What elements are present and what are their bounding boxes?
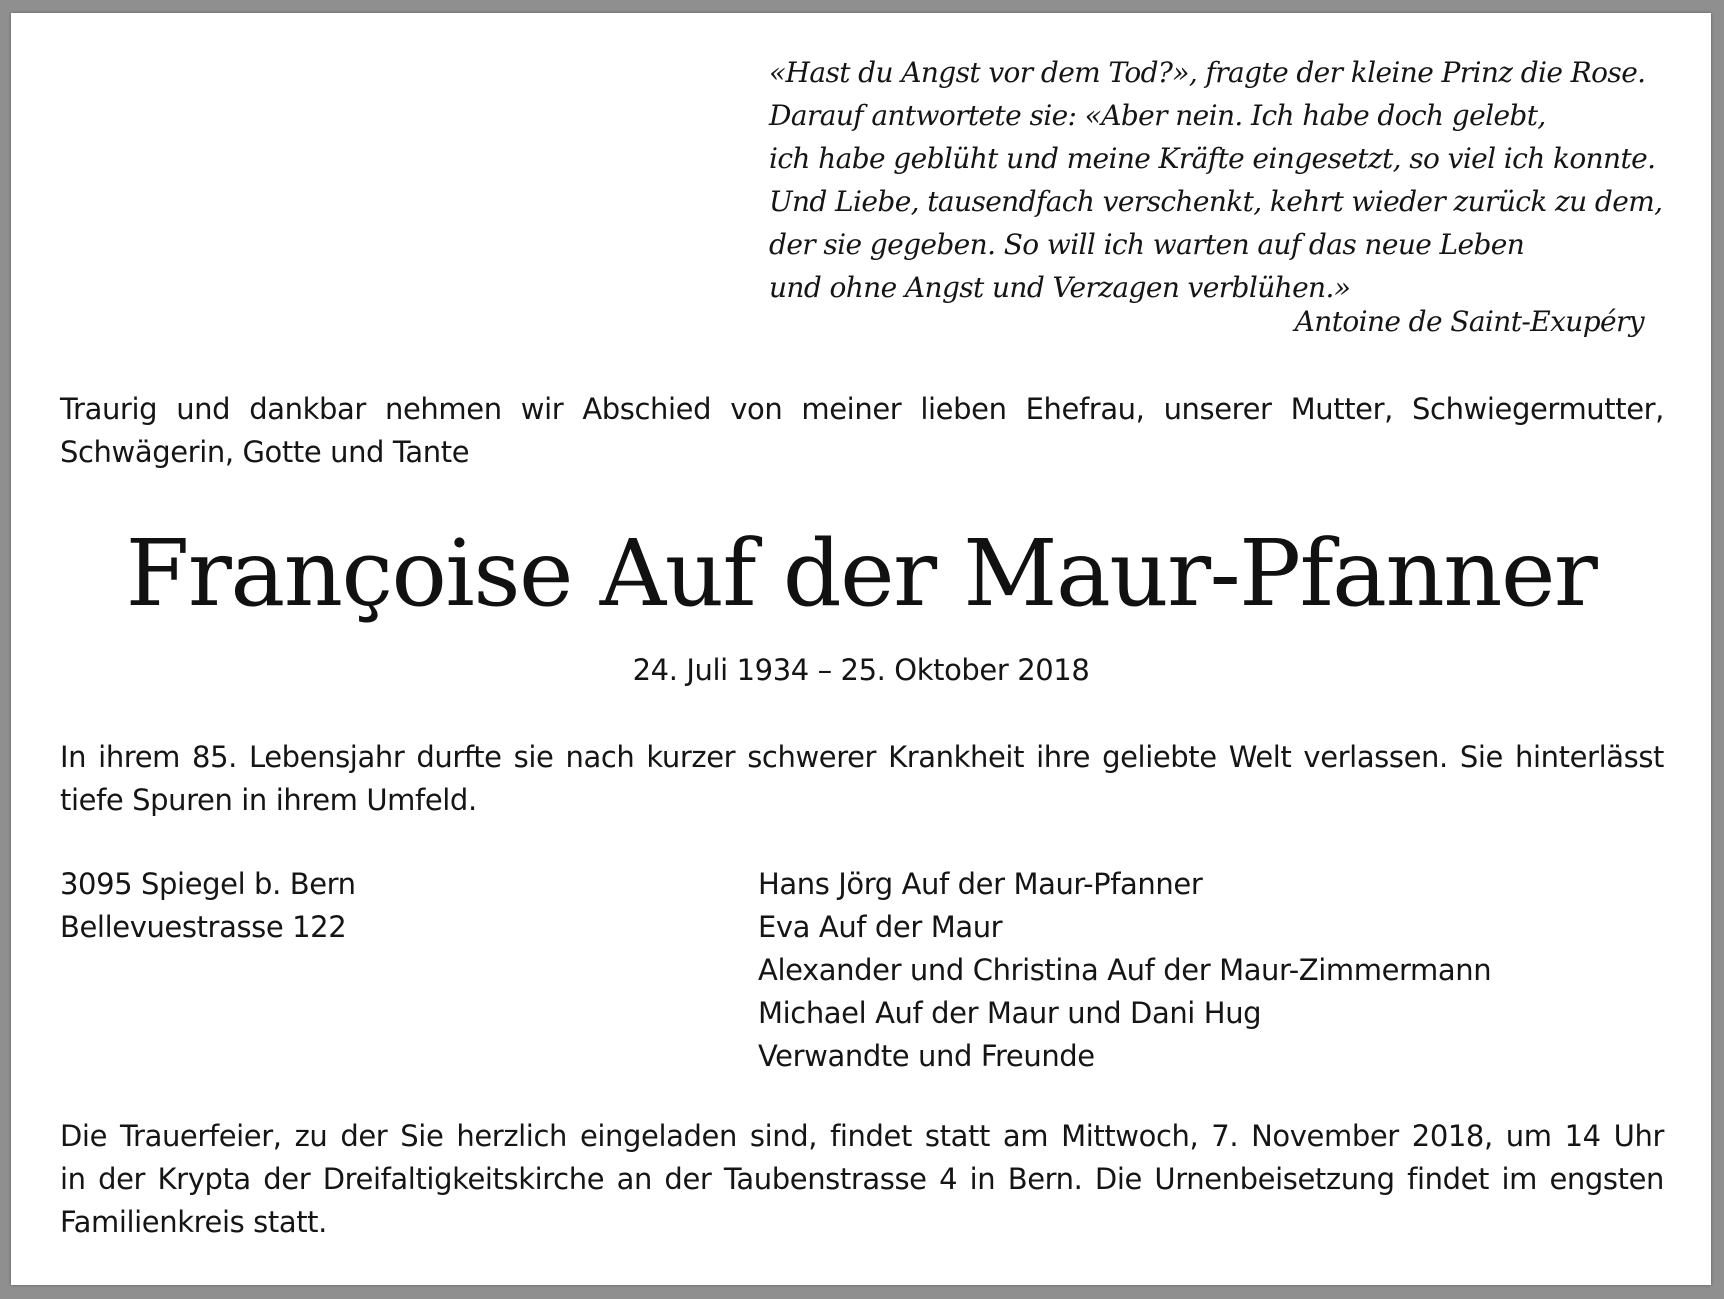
statement-line: tiefe Spuren in ihrem Umfeld. xyxy=(60,783,477,817)
statement-text xyxy=(60,736,1664,822)
quote-line: der sie gegeben. So will ich warten auf das neue Leben xyxy=(769,228,1525,261)
mourners-list xyxy=(758,863,1491,1078)
life-dates: 24. Juli 1934 – 25. Oktober 2018 xyxy=(632,653,1090,687)
quote-block xyxy=(769,51,1669,309)
family-address xyxy=(60,863,356,949)
service-announcement xyxy=(60,1115,1664,1244)
mourner-name: Eva Auf der Maur xyxy=(758,910,1003,944)
intro-line: Schwägerin, Gotte und Tante xyxy=(60,435,470,469)
mourner-name: Hans Jörg Auf der Maur-Pfanner xyxy=(758,867,1203,901)
address-line: Bellevuestrasse 122 xyxy=(60,910,347,944)
deceased-name: Françoise Auf der Maur-Pfanner xyxy=(125,520,1597,627)
quote-author: Antoine de Saint-Exupéry xyxy=(1294,305,1644,338)
quote-line: Und Liebe, tausendfach verschenkt, kehrt wieder zurück zu dem, xyxy=(769,185,1663,218)
intro-line: Traurig und dankbar nehmen wir Abschied von meiner lieben Ehefrau, unserer Mutter, Schwiegermutter, xyxy=(60,392,1664,426)
mourner-name: Verwandte und Freunde xyxy=(758,1039,1095,1073)
service-line: Die Trauerfeier, zu der Sie herzlich eingeladen sind, findet statt am Mittwoch, 7. November 2018, um 14 Uhr xyxy=(60,1119,1664,1153)
quote-line: ich habe geblüht und meine Kräfte eingesetzt, so viel ich konnte. xyxy=(769,142,1656,175)
obituary-notice xyxy=(11,13,1711,1285)
quote-line: und ohne Angst und Verzagen verblühen.» xyxy=(769,271,1351,304)
quote-line: «Hast du Angst vor dem Tod?», fragte der kleine Prinz die Rose. xyxy=(769,56,1646,89)
intro-text xyxy=(60,388,1664,474)
address-line: 3095 Spiegel b. Bern xyxy=(60,867,356,901)
statement-line: In ihrem 85. Lebensjahr durfte sie nach kurzer schwerer Krankheit ihre geliebte Welt verlassen. Sie hinterlässt xyxy=(60,740,1664,774)
service-line: Familienkreis statt. xyxy=(60,1205,327,1239)
quote-line: Darauf antwortete sie: «Aber nein. Ich habe doch gelebt, xyxy=(769,99,1546,132)
mourner-name: Michael Auf der Maur und Dani Hug xyxy=(758,996,1262,1030)
service-line: in der Krypta der Dreifaltigkeitskirche an der Taubenstrasse 4 in Bern. Die Urnenbeisetzung findet im engsten xyxy=(60,1162,1664,1196)
mourner-name: Alexander und Christina Auf der Maur-Zimmermann xyxy=(758,953,1492,987)
